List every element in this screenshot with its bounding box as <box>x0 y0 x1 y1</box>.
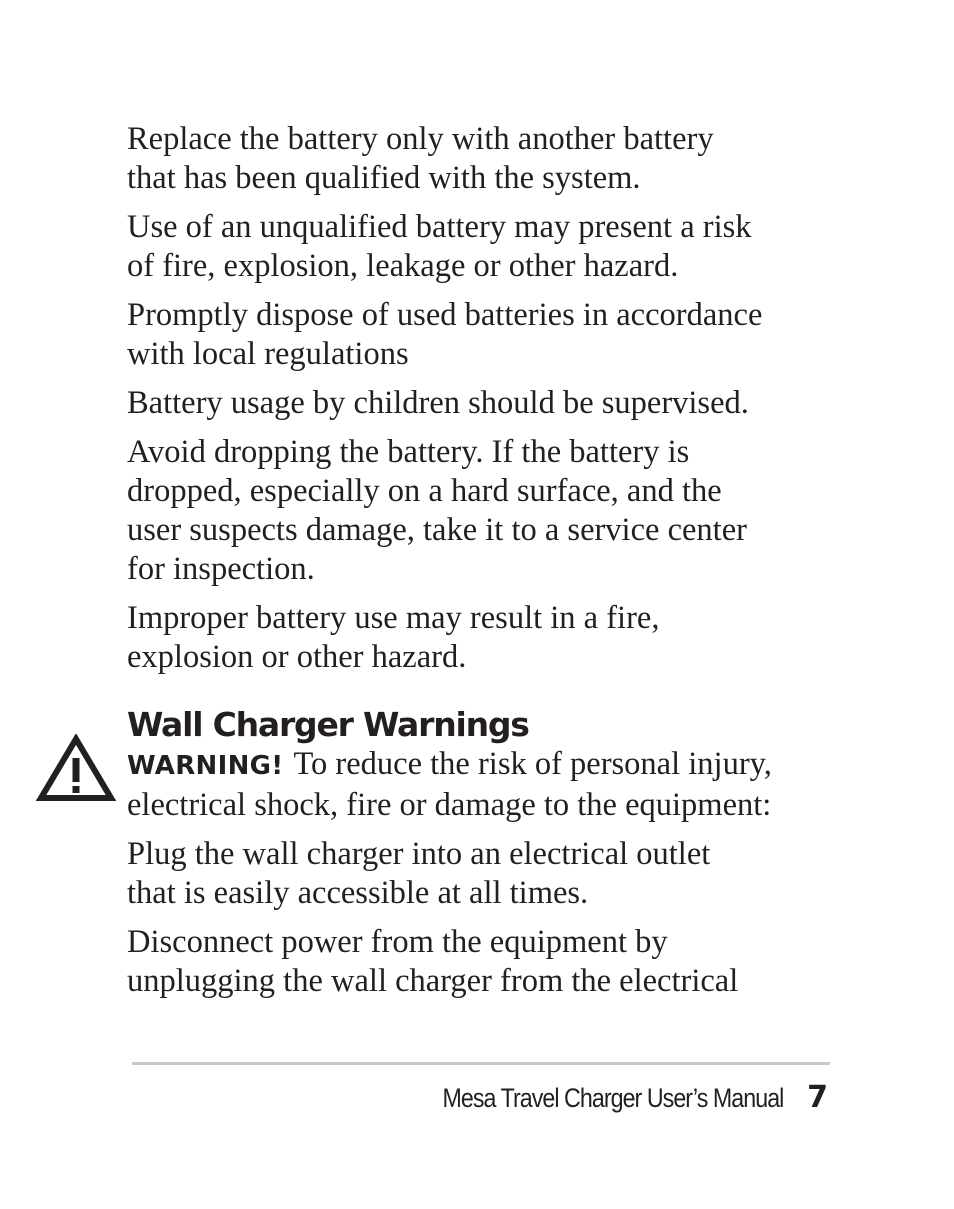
paragraph-unqualified-battery: Use of an unqualified battery may present a risk of fire, explosion, leakage or other hazard. <box>127 209 752 284</box>
paragraph-replace-battery: Replace the battery only with another battery that has been qualified with the system. <box>127 121 714 196</box>
page-content <box>127 120 847 1011</box>
paragraph-avoid-dropping: Avoid dropping the battery. If the battery is dropped, especially on a hard surface, and the user suspects damage, take it to a service center for inspection. <box>127 434 747 587</box>
paragraph-improper-use: Improper battery use may result in a fire, explosion or other hazard. <box>127 600 660 675</box>
warning-paragraph <box>127 745 847 825</box>
page-footer <box>387 1080 828 1120</box>
page-number: 7 <box>807 1080 828 1115</box>
footer-title: Mesa Travel Charger User’s Manual <box>442 1083 784 1113</box>
warning-text: To reduce the risk of personal injury, electrical shock, fire or damage to the equipment: <box>127 746 772 823</box>
wall-charger-warnings-section <box>127 705 847 1001</box>
footer-divider <box>132 1062 830 1065</box>
warning-label: WARNING! <box>127 751 284 781</box>
paragraph-plug-charger: Plug the wall charger into an electrical outlet that is easily accessible at all times. <box>127 836 711 911</box>
section-heading: Wall Charger Warnings <box>127 705 529 744</box>
paragraph-children-supervised: Battery usage by children should be supervised. <box>127 385 749 421</box>
warning-triangle-icon <box>36 734 116 804</box>
paragraph-dispose-batteries: Promptly dispose of used batteries in accordance with local regulations <box>127 297 763 372</box>
paragraph-disconnect-power: Disconnect power from the equipment by unplugging the wall charger from the electrical <box>127 924 739 999</box>
